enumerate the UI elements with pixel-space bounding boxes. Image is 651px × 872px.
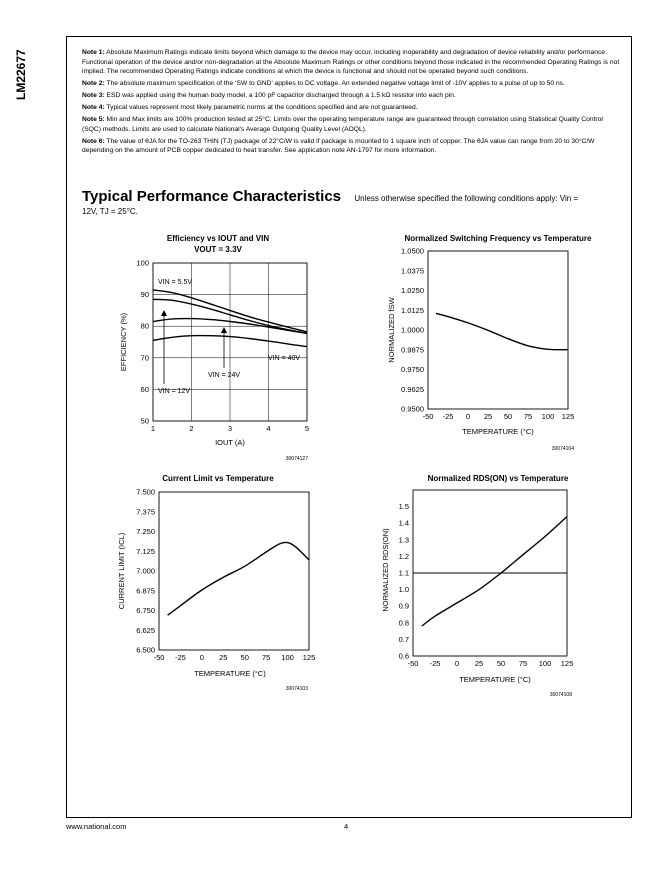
note-4: Note 4: Typical values represent most likely parametric norms at the conditions specified and are not guaranteed. (82, 104, 418, 112)
x-tick-label: 3 (227, 424, 233, 433)
annotation-vin-40v: VIN = 40V (268, 355, 301, 362)
x-tick-label: 0 (465, 412, 471, 421)
plot-frame (428, 251, 568, 409)
x-tick-label: -25 (442, 412, 454, 421)
y-tick-label: 7.125 (136, 546, 155, 556)
y-tick-label: 70 (140, 353, 149, 363)
x-tick-label: 100 (538, 659, 552, 668)
x-axis-label: TEMPERATURE (°C) (194, 669, 266, 678)
y-tick-label: 7.500 (136, 487, 155, 497)
y-tick-label: 0.6 (398, 651, 409, 661)
chart-title: Efficiency vs IOUT and VIN (166, 234, 270, 243)
y-tick-label: 1.0500 (401, 246, 424, 256)
chart-rdson (370, 470, 610, 725)
x-tick-label: 50 (496, 659, 506, 668)
section-conditions-cont: 12V, TJ = 25°C. (82, 207, 138, 216)
y-tick-label: 90 (140, 290, 149, 300)
chart-title: Current Limit vs Temperature (162, 474, 274, 483)
series-line-0 (168, 542, 309, 615)
x-tick-label: 5 (304, 424, 310, 433)
y-tick-label: 1.3 (398, 535, 409, 545)
note-2: Note 2: The absolute maximum specification of the ‘SW to GND’ applies to DC voltage. An extended negative voltage limit of -10V applies to a pulse of up to 50 ns. (82, 80, 565, 88)
y-tick-label: 0.9 (398, 601, 409, 611)
part-number: LM22677 (14, 49, 28, 100)
notes-section (82, 48, 620, 158)
section-conditions: Unless otherwise specified the following conditions apply: Vin = (354, 194, 579, 203)
y-tick-label: 0.8 (398, 618, 409, 628)
x-tick-label: 25 (219, 653, 228, 662)
y-tick-label: 0.9500 (401, 404, 424, 414)
chart-subtitle: VOUT = 3.3V (194, 245, 242, 254)
y-tick-label: 1.0 (398, 585, 409, 595)
chart-current-limit (90, 470, 330, 725)
y-tick-label: 1.1 (398, 568, 409, 578)
y-tick-label: 50 (140, 416, 149, 426)
x-axis-label: TEMPERATURE (°C) (459, 675, 531, 684)
y-tick-label: 60 (140, 384, 149, 394)
plot-frame (159, 492, 309, 650)
arrow-12v-head (161, 310, 167, 316)
y-tick-label: 0.7 (398, 634, 409, 644)
x-tick-label: 125 (561, 412, 575, 421)
x-tick-label: 50 (240, 653, 249, 662)
x-tick-label: 75 (523, 412, 533, 421)
y-tick-label: 0.9750 (401, 365, 424, 374)
y-tick-label: 6.750 (136, 606, 155, 615)
y-axis-label: EFFICIENCY (%) (119, 312, 128, 372)
figure-id: 30074127 (285, 456, 308, 462)
x-tick-label: 75 (261, 653, 271, 662)
y-tick-label: 100 (136, 258, 149, 268)
y-tick-label: 1.5 (398, 502, 409, 512)
x-tick-label: -50 (407, 659, 419, 668)
x-tick-label: -50 (153, 653, 165, 662)
y-tick-label: 6.625 (136, 625, 155, 635)
y-axis-label: NORMALIZED RDS(ON) (381, 528, 390, 612)
x-tick-label: -25 (175, 653, 186, 662)
y-tick-label: 7.000 (136, 566, 155, 576)
figure-id: 30074103 (285, 686, 308, 692)
note-6: Note 6: The value of θJA for the TO-263 THIN (TJ) package of 22°C/W is valid if package is mounted to 1 square inch of copper. The θJA value can range from 20 to 30°C/W depending on the amount of PCB copper dedicated to heat transfer. See application note AN-1797 for more information. (82, 137, 595, 155)
y-tick-label: 1.0250 (401, 286, 424, 295)
y-tick-label: 6.875 (136, 586, 155, 596)
annotation-vin-5v5: VIN = 5.5V (158, 279, 193, 286)
y-axis-label: NORMALIZED fSW (387, 297, 396, 363)
x-tick-label: 125 (302, 653, 316, 662)
x-tick-label: -50 (422, 412, 434, 421)
y-tick-label: 0.9875 (401, 345, 424, 355)
y-tick-label: 6.500 (136, 645, 155, 655)
y-tick-label: 80 (140, 321, 149, 331)
x-tick-label: 25 (474, 659, 484, 668)
x-tick-label: 100 (281, 653, 294, 662)
y-tick-label: 7.250 (136, 527, 155, 536)
y-tick-label: 1.0000 (401, 325, 424, 335)
series-line-0 (436, 313, 568, 349)
note-1: Note 1: Absolute Maximum Ratings indicate limits beyond which damage to the device may occur, including inoperability and degradation of device reliability and/or performance. Functional operation of the device and/or non-degradation at the Absolute Maximum Ratings or other conditions beyond those indicated in the recommended Operating Ratings is not implied. The recommended Operating Ratings indicate conditions at which the device is functional and should not be operated beyond such conditions. (82, 49, 620, 76)
typical-performance-header (82, 188, 622, 216)
x-tick-label: 4 (266, 424, 271, 433)
x-tick-label: 2 (189, 424, 194, 433)
x-tick-label: 1 (150, 424, 156, 433)
figure-id: 30074104 (551, 446, 574, 452)
note-5: Note 5: Min and Max limits are 100% production tested at 25°C. Limits over the operating temperature range are guaranteed through correlation using Statistical Quality Control (SQC) methods. Limits are used to calculate National's Average Outgoing Quality Level (AOQL). (82, 116, 603, 133)
figure-id: 30074108 (549, 692, 572, 698)
y-tick-label: 1.0375 (401, 266, 424, 276)
y-tick-label: 1.0125 (401, 305, 424, 315)
annotation-vin-24v: VIN = 24V (208, 372, 241, 379)
x-tick-label: 125 (560, 659, 574, 668)
x-tick-label: 50 (503, 412, 513, 421)
y-tick-label: 0.9625 (401, 384, 424, 394)
section-title: Typical Performance Characteristics (82, 188, 342, 205)
series-line-0 (422, 517, 567, 627)
x-axis-label: TEMPERATURE (°C) (462, 427, 534, 436)
x-tick-label: 25 (483, 412, 493, 421)
x-axis-label: IOUT (A) (215, 438, 245, 447)
chart-title: Normalized Switching Frequency vs Temperature (404, 234, 592, 243)
x-tick-label: -25 (429, 659, 441, 668)
chart-switching-frequency (370, 228, 610, 468)
chart-title: Normalized RDS(ON) vs Temperature (427, 474, 569, 483)
arrow-24v-head (221, 327, 227, 333)
annotation-vin-12v: VIN = 12V (158, 388, 191, 395)
y-tick-label: 7.375 (136, 507, 155, 517)
footer-page-number: 4 (344, 822, 349, 831)
note-3: Note 3: ESD was applied using the human body model, a 100 pF capacitor discharged through a 1.5 kΩ resistor into each pin. (82, 92, 456, 100)
x-tick-label: 0 (454, 659, 460, 668)
footer-website[interactable]: www.national.com (66, 822, 127, 831)
chart-efficiency (90, 228, 330, 468)
x-tick-label: 75 (518, 659, 528, 668)
y-tick-label: 1.2 (398, 551, 409, 561)
x-tick-label: 0 (199, 653, 204, 662)
part-number-side-label (6, 34, 26, 144)
y-tick-label: 1.4 (398, 518, 409, 528)
y-axis-label: CURRENT LIMIT (ICL) (117, 532, 126, 610)
x-tick-label: 100 (541, 412, 555, 421)
